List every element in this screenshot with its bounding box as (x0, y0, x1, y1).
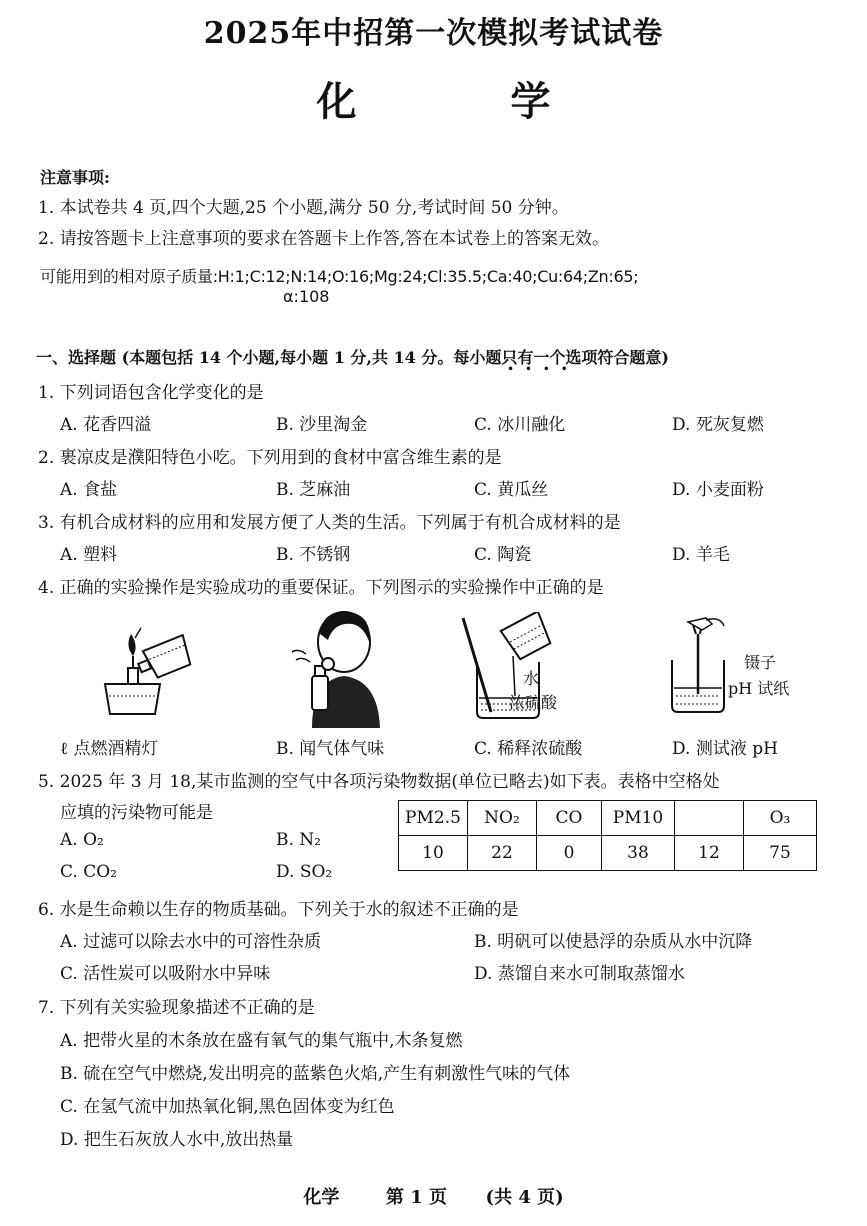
question-6-option-d: D. 蒸馏自来水可制取蒸馏水 (474, 964, 685, 984)
footer-page-number: 第 1 页 (385, 1187, 447, 1208)
question-3-option-a: A. 塑料 (60, 545, 118, 565)
figure-a-alcohol-lamp (95, 606, 205, 726)
pollutant-header-cell: PM10 (602, 801, 675, 836)
atomic-masses-line-2: α:108 (283, 287, 330, 306)
pollutant-value-cell: 22 (468, 836, 537, 871)
pollutant-value-cell: 10 (399, 836, 468, 871)
section-1-heading-post: 选项符合题意) (565, 348, 669, 367)
pollutant-table-value-row (399, 836, 817, 871)
question-4-option-d: D. 测试液 pH (672, 739, 778, 759)
question-1-option-b: B. 沙里淘金 (276, 415, 368, 435)
question-5-stem-line-2: 应填的污染物可能是 (60, 803, 213, 823)
pollutant-value-cell: 12 (675, 836, 744, 871)
question-7-option-c: C. 在氢气流中加热氧化铜,黑色固体变为红色 (60, 1097, 395, 1117)
page-footer (0, 1183, 867, 1209)
section-1-heading-pre: 一、选择题 (本题包括 14 个小题,每小题 1 分,共 14 分。每小题 (36, 348, 502, 367)
atomic-masses-line-1: 可能用到的相对原子质量:H:1;C:12;N:14;O:16;Mg:24;Cl:35.5;Ca:40;Cu:64;Zn:65; (40, 267, 639, 286)
section-1-heading-emphasis: 只有一个 • • • • (501, 348, 565, 367)
pollutant-header-cell: CO (537, 801, 602, 836)
figure-c-label-acid: 浓硫酸 (509, 693, 558, 712)
notice-heading: 注意事项: (40, 168, 110, 187)
figure-c-label-water: 水 (523, 669, 540, 688)
question-2-option-b: B. 芝麻油 (276, 480, 351, 500)
pollutant-table (398, 800, 817, 871)
question-4-option-a: ℓ 点燃酒精灯 (60, 739, 159, 759)
question-5-option-a: A. O₂ (60, 830, 104, 850)
question-7-option-a: A. 把带火星的木条放在盛有氧气的集气瓶中,木条复燃 (60, 1031, 463, 1051)
question-6-option-b: B. 明矾可以使悬浮的杂质从水中沉降 (474, 932, 753, 952)
question-4-stem: 4. 正确的实验操作是实验成功的重要保证。下列图示的实验操作中正确的是 (38, 578, 604, 598)
question-1-stem: 1. 下列词语包含化学变化的是 (38, 383, 264, 403)
pollutant-value-cell: 75 (744, 836, 817, 871)
question-3-option-b: B. 不锈钢 (276, 545, 351, 565)
question-2-option-d: D. 小麦面粉 (672, 480, 764, 500)
figure-d-testing-ph (662, 614, 742, 714)
question-5-stem-line-1: 5. 2025 年 3 月 18,某市监测的空气中各项污染物数据(单位已略去)如下表。表格中空格处 (38, 772, 720, 792)
question-7-option-d: D. 把生石灰放人水中,放出热量 (60, 1130, 294, 1150)
question-4-option-b: B. 闻气体气味 (276, 739, 385, 759)
question-5-option-b: B. N₂ (276, 830, 321, 850)
question-7-option-b: B. 硫在空气中燃烧,发出明亮的蓝紫色火焰,产生有刺激性气味的气体 (60, 1064, 571, 1084)
pollutant-table-header-row (399, 801, 817, 836)
question-3-stem: 3. 有机合成材料的应用和发展方便了人类的生活。下列属于有机合成材料的是 (38, 513, 621, 533)
footer-subject: 化学 (303, 1187, 340, 1208)
pollutant-header-cell: NO₂ (468, 801, 537, 836)
pollutant-value-cell: 0 (537, 836, 602, 871)
pollutant-header-blank-cell (675, 801, 744, 836)
pollutant-value-cell: 38 (602, 836, 675, 871)
question-3-option-d: D. 羊毛 (672, 545, 730, 565)
figure-b-smelling-gas (282, 604, 392, 729)
question-3-option-c: C. 陶瓷 (474, 545, 532, 565)
section-1-heading (36, 345, 669, 368)
pollutant-header-cell: O₃ (744, 801, 817, 836)
question-6-stem: 6. 水是生命赖以生存的物质基础。下列关于水的叙述不正确的是 (38, 900, 519, 920)
figure-d-label-tweezers: 镊子 (744, 653, 777, 672)
question-2-option-a: A. 食盐 (60, 480, 118, 500)
question-5-option-c: C. CO₂ (60, 862, 117, 882)
figure-d-label-ph-paper: pH 试纸 (728, 679, 790, 698)
question-6-option-c: C. 活性炭可以吸附水中异味 (60, 964, 271, 984)
pollutant-header-cell: PM2.5 (399, 801, 468, 836)
question-4-option-c: C. 稀释浓硫酸 (474, 739, 583, 759)
footer-page-total: (共 4 页) (485, 1187, 564, 1208)
question-2-stem: 2. 裹凉皮是濮阳特色小吃。下列用到的食材中富含维生素的是 (38, 448, 502, 468)
question-7-stem: 7. 下列有关实验现象描述不正确的是 (38, 998, 315, 1018)
question-1-option-a: A. 花香四溢 (60, 415, 152, 435)
notice-item-2: 2. 请按答题卡上注意事项的要求在答题卡上作答,答在本试卷上的答案无效。 (38, 229, 610, 249)
exam-title: 2025年中招第一次模拟考试试卷 (203, 16, 664, 51)
question-1-option-d: D. 死灰复燃 (672, 415, 764, 435)
question-2-option-c: C. 黄瓜丝 (474, 480, 549, 500)
notice-item-1: 1. 本试卷共 4 页,四个大题,25 个小题,满分 50 分,考试时间 50 分钟。 (38, 198, 569, 218)
question-5-option-d: D. SO₂ (276, 862, 333, 882)
question-6-option-a: A. 过滤可以除去水中的可溶性杂质 (60, 932, 322, 952)
question-1-option-c: C. 冰川融化 (474, 415, 566, 435)
exam-subject: 化 学 (316, 78, 621, 125)
